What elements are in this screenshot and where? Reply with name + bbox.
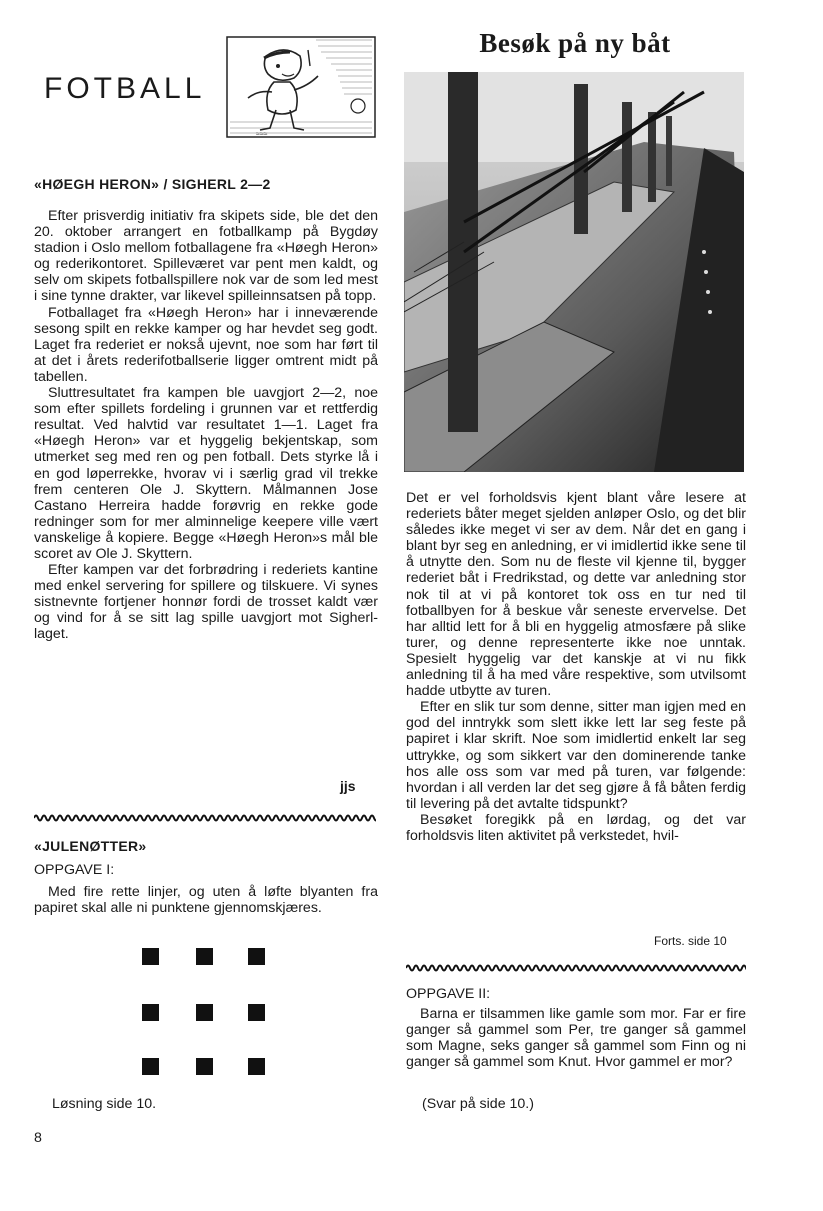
task2-answer-reference: (Svar på side 10.) [422,1096,534,1112]
football-player-cartoon [226,36,376,144]
page-number: 8 [34,1130,42,1146]
signature: jjs [340,778,356,794]
task1-text-wrap [34,884,378,916]
wavy-divider [34,812,376,824]
puzzle-dot [196,948,213,965]
match-heading: «HØEGH HERON» / SIGHERL 2—2 [34,176,271,192]
puzzle-dot [248,1004,265,1021]
task2-text-wrap [406,1006,746,1070]
task1-text: Med fire rette linjer, og uten å løfte blyanten fra papiret skal alle ni punktene gjennomskjæres. [34,884,378,917]
puzzle-dot [142,1058,159,1075]
article-paragraph: Fotballaget fra «Høegh Heron» har i inneværende sesong spilt en rekke kamper og har hevdet seg godt. Laget fra rederiet er nokså ujevnt, noe som har ført til at det i årets rederifotballserie ligger omtrent midt på tabellen. [34,304,378,385]
nine-dots-puzzle [140,946,272,1078]
task2-text: Barna er tilsammen like gamle som mor. Far er fire ganger så gammel som Per, tre ganger så gammel som Magne, seks ganger så gammel som Finn og ni ganger så gammel som Knut. Hvor gammel er mor? [406,1006,746,1071]
besok-article [406,490,746,844]
solution-reference: Løsning side 10. [52,1096,157,1112]
task2-label: OPPGAVE II: [406,986,491,1002]
task1-label: OPPGAVE I: [34,862,115,878]
article-title-besok: Besøk på ny båt [479,28,671,58]
puzzle-dot [196,1058,213,1075]
article-paragraph: Sluttresultatet fra kampen ble uavgjort 2—2, noe som efter spillets fordeling i grunnen var et rettferdig resultat. Ved halvtid var resultatet 1—1. Laget fra «Høegh Heron» var et hyggelig bekjentskap, som utmerket seg med ren og pen fotball. Dets styrke lå i en god løperrekke, hvorav vi i særlig grad vil trekke frem centeren Ole J. Skyttern. Målmannen Jose Castano Herreira hadde forøvrig en rekke gode redninger som for mer alminnelige keepere ville vært vanskelige å kopiere. Begge «Høegh Heron»s mål ble scoret av Ole J. Skyttern. [34,385,378,562]
julenotter-heading: «JULENØTTER» [34,838,147,854]
article-paragraph: Efter prisverdig initiativ fra skipets side, ble det den 20. oktober arrangert en fotballkamp på Bygdøy stadion i Oslo mellom fotballagene fra «Høegh Heron» og rederikontoret. Spilleværet var pent men kaldt, og selv om skipets fotballspillere nok var de som led mest i sine tynne drakter, var likevel spilleinnsatsen på topp. [34,208,378,305]
puzzle-dot [248,948,265,965]
section-title-fotball: FOTBALL [44,72,206,105]
article-paragraph: Efter en slik tur som denne, sitter man igjen med en god del inntrykk som slett ikke lett lar seg feste på papiret i klar skrift. Noe som imidlertid enkelt lar seg uttrykke, og som sikkert var den dominerende tanke hos alle oss som var med på turen, var følgende: hvordan i all verden lar det seg gjøre å få båten ferdig til levering på det avtalte tidspunkt? [406,699,746,812]
puzzle-dot [142,948,159,965]
fotball-article [34,208,378,643]
puzzle-dot [142,1004,159,1021]
ship-deck-photo [404,72,744,472]
continued-reference: Forts. side 10 [654,934,727,948]
svg-text:≈≈≈: ≈≈≈ [256,131,268,138]
article-paragraph: Det er vel forholdsvis kjent blant våre lesere at rederiets båter meget sjelden anløper Oslo, og det blir således ikke meget vi ser av dem. Når det en gang i blant byr seg en anledning, er vi imidlertid ikke sene til å utnytte den. Som nu de fleste vil kjenne til, bygger rederiet båt i Fredrikstad, og dette var anledning stor nok til at vi på kontoret tok oss en tur ned til fotballbyen for å beskue vår seneste ervervelse. Det har alltid lett for å bli en hyggelig atmosfære på slike turer, og denne representerte ikke noe unntak. Spesielt hyggelig var det kanskje at vi nu fikk anledning til å ha med våre respektive, som utvilsomt hadde utbytte av turen. [406,490,746,700]
wavy-divider [406,962,746,974]
puzzle-dot [196,1004,213,1021]
article-paragraph: Besøket foregikk på en lørdag, og det var forholdsvis liten aktivitet på verkstedet, hvil- [406,811,746,844]
article-paragraph: Efter kampen var det forbrødring i rederiets kantine med enkel servering for spillere og tilskuere. Vi synes sistnevnte fortjener honnør fordi de trosset kaldt vær og vind for å se sitt lag spille uavgjort mot Sigherl-laget. [34,562,378,643]
puzzle-dot [248,1058,265,1075]
